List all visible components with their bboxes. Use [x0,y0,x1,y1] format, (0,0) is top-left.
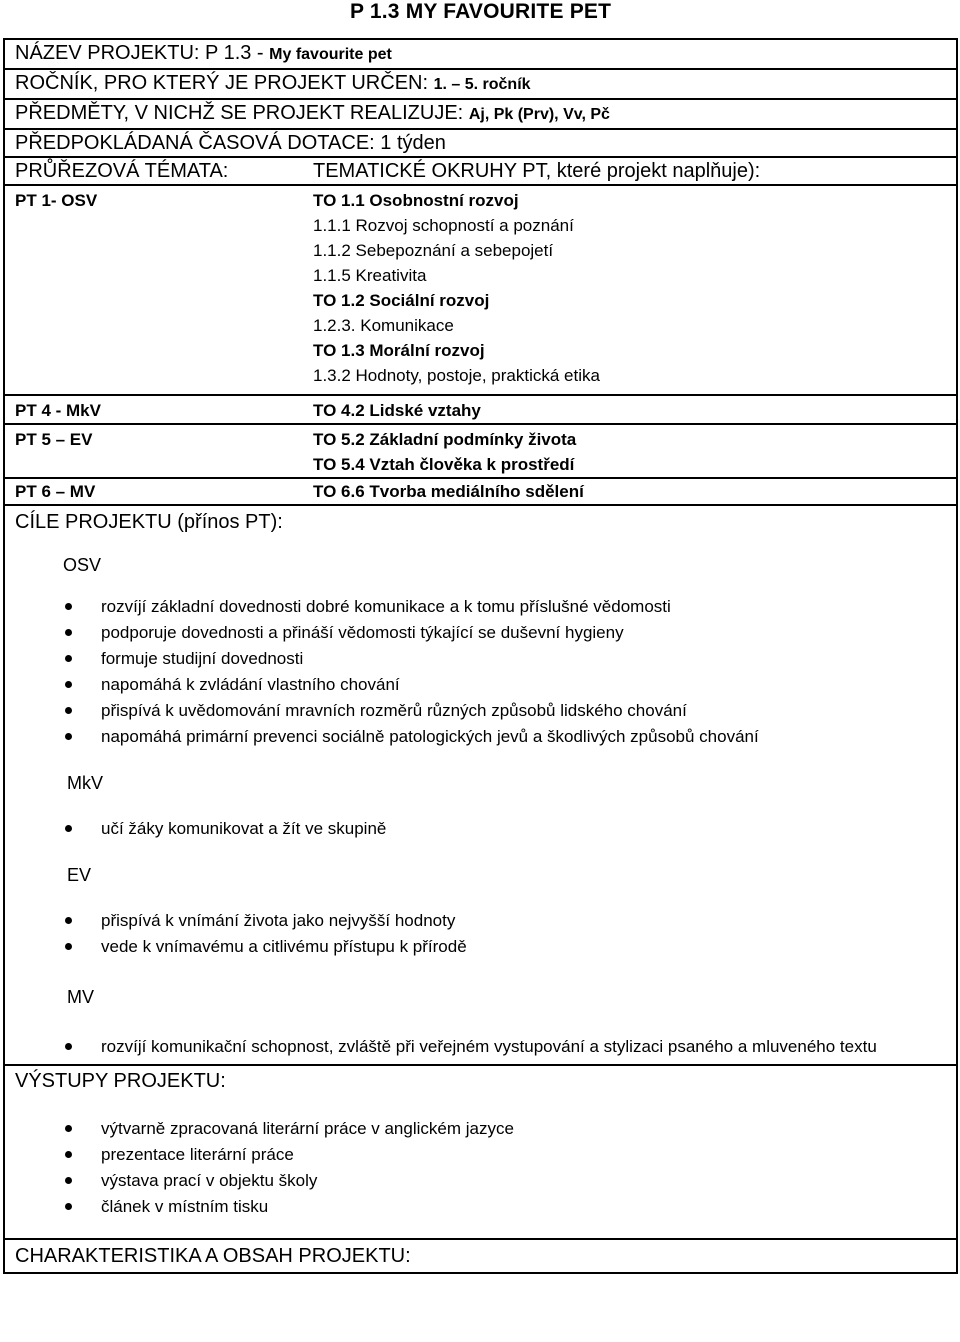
goals-mv-list [15,1034,956,1060]
to-1-2: TO 1.2 Sociální rozvoj [313,291,490,310]
characteristics-heading: CHARAKTERISTIKA A OBSAH PROJEKTU: [15,1245,411,1267]
pt-ev-label: PT 5 – EV [15,430,93,449]
time-row [4,129,957,157]
bullet-icon [65,655,72,662]
goals-ev-label: EV [67,865,92,885]
grade-row [4,69,957,99]
list-item: formuje studijní dovednosti [15,646,956,672]
cross-topics-label: PRŮŘEZOVÁ TÉMATA: [15,160,229,182]
bullet-icon [65,1125,72,1132]
list-item: výtvarně zpracovaná literární práce v anglickém jazyce [15,1116,956,1142]
bullet-icon [65,1151,72,1158]
list-item: přispívá k vnímání života jako nejvyšší hodnoty [15,908,956,934]
list-item: prezentace literární práce [15,1142,956,1168]
grade-label: ROČNÍK, PRO KTERÝ JE PROJEKT URČEN: [15,72,434,94]
goals-heading: CÍLE PROJEKTU (přínos PT): [15,511,283,533]
to-5-4: TO 5.4 Vztah člověka k prostředí [313,455,575,474]
cross-topics-row [4,157,957,185]
pt-ev-row [4,424,957,478]
goals-mv-label: MV [67,987,94,1007]
page-title: P 1.3 MY FAVOURITE PET [350,0,612,23]
goals-mkv-list [15,816,956,842]
thematic-areas-label: TEMATICKÉ OKRUHY PT, které projekt naplňuje): [313,160,761,182]
goals-row [4,505,957,1065]
pt-osv-row [4,185,957,395]
list-item: rozvíjí komunikační schopnost, zvláště při veřejném vystupování a stylizaci psaného a mluveného textu [15,1034,956,1060]
list-item: vede k vnímavému a citlivému přístupu k přírodě [15,934,956,960]
to-1-2-3: 1.2.3. Komunikace [313,316,454,335]
bullet-icon [65,917,72,924]
to-5-2: TO 5.2 Základní podmínky života [313,430,577,449]
pt-mv-label: PT 6 – MV [15,482,96,501]
bullet-icon [65,1177,72,1184]
list-item: výstava prací v objektu školy [15,1168,956,1194]
pt-mkv-label: PT 4 - MkV [15,401,101,420]
outputs-row [4,1065,957,1239]
list-item: rozvíjí základní dovednosti dobré komunikace a k tomu příslušné vědomosti [15,594,956,620]
list-item: článek v místním tisku [15,1194,956,1220]
list-item: napomáhá primární prevenci sociálně patologických jevů a škodlivých způsobů chování [15,724,956,750]
outputs-heading: VÝSTUPY PROJEKTU: [15,1070,226,1092]
goals-mkv-label: MkV [67,773,103,793]
list-item: přispívá k uvědomování mravních rozměrů různých způsobů lidského chování [15,698,956,724]
to-1-1-2: 1.1.2 Sebepoznání a sebepojetí [313,241,554,260]
grade-value: 1. – 5. ročník [433,76,531,93]
bullet-icon [65,1203,72,1210]
project-sheet [3,38,958,1274]
list-item: napomáhá k zvládání vlastního chování [15,672,956,698]
pt-mkv-row [4,395,957,424]
subjects-row [4,99,957,129]
bullet-icon [65,629,72,636]
bullet-icon [65,733,72,740]
subjects-label: PŘEDMĚTY, V NICHŽ SE PROJEKT REALIZUJE: [15,102,469,124]
characteristics-row [4,1239,957,1273]
bullet-icon [65,825,72,832]
list-item: učí žáky komunikovat a žít ve skupině [15,816,956,842]
to-1-1-1: 1.1.1 Rozvoj schopností a poznání [313,216,574,235]
to-1-3: TO 1.3 Morální rozvoj [313,341,485,360]
bullet-icon [65,1043,72,1050]
goals-osv-list [15,594,956,750]
bullet-icon [65,707,72,714]
bullet-icon [65,943,72,950]
time-label: PŘEDPOKLÁDANÁ ČASOVÁ DOTACE: 1 týden [15,132,446,154]
to-1-1-5: 1.1.5 Kreativita [313,266,427,285]
bullet-icon [65,603,72,610]
subjects-value: Aj, Pk (Prv), Vv, Pč [468,106,610,123]
outputs-list [15,1116,956,1220]
to-1-1: TO 1.1 Osobnostní rozvoj [313,191,519,210]
to-1-3-2: 1.3.2 Hodnoty, postoje, praktická etika [313,366,600,385]
to-6-6: TO 6.6 Tvorba mediálního sdělení [313,482,584,501]
pt-mv-row [4,478,957,505]
goals-osv-label: OSV [63,555,102,575]
bullet-icon [65,681,72,688]
to-4-2: TO 4.2 Lidské vztahy [313,401,481,420]
project-name-row [4,39,957,69]
goals-ev-list [15,908,956,960]
pt-osv-label: PT 1- OSV [15,191,98,210]
project-name-value: My favourite pet [269,46,392,63]
project-name-label: NÁZEV PROJEKTU: P 1.3 - [15,42,270,64]
list-item: podporuje dovednosti a přináší vědomosti týkající se duševní hygieny [15,620,956,646]
